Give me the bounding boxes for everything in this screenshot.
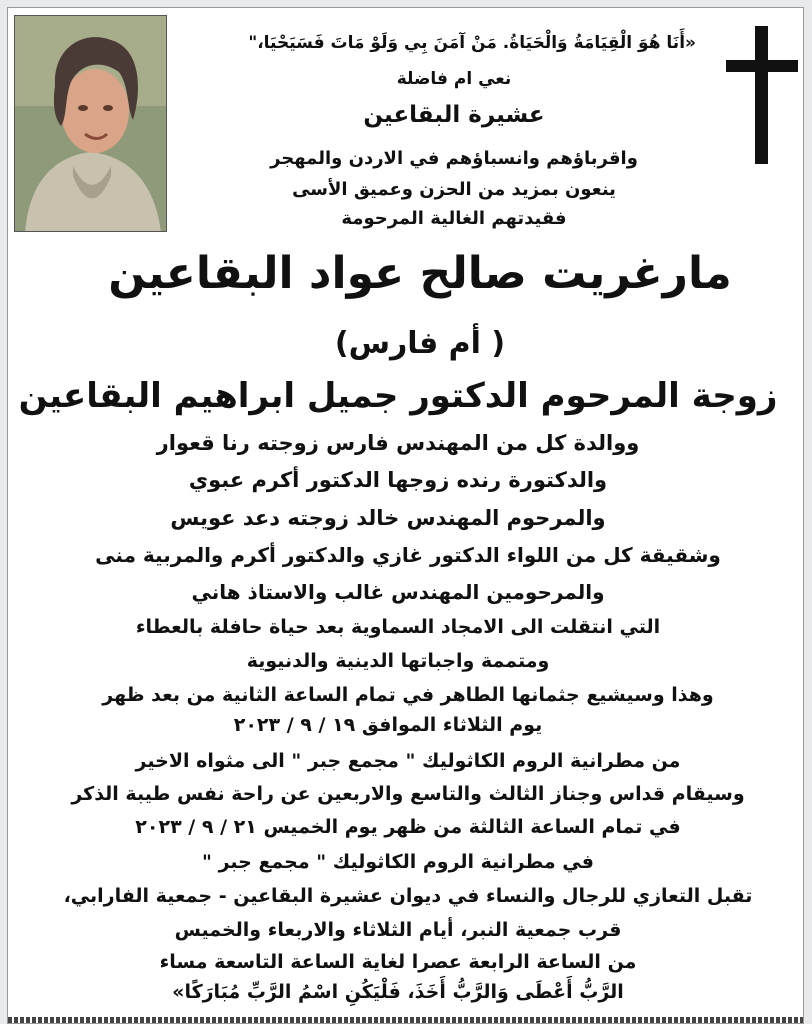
text-line: يوم الثلاثاء الموافق ١٩ / ٩ / ٢٠٢٣ [233,714,543,736]
text-line: وسيقام قداس وجناز الثالث والتاسع والاربعين عن راحة نفس طيبة الذكر [71,783,745,805]
text-line: ووالدة كل من المهندس فارس زوجته رنا قعوار [156,431,640,455]
deceased-nickname: ( أم فارس) [334,326,506,361]
intro-text: نعي ام فاضلة [396,69,512,89]
text-line: من مطرانية الروم الكاثوليك " مجمع جبر " الى مثواه الاخير [135,750,681,772]
text-line: والمرحوم المهندس خالد زوجته دعد عويس [170,506,606,530]
verse-top: «أَنَا هُوَ الْقِيَامَةُ وَالْحَيَاةُ. مَنْ آمَنَ بِي وَلَوْ مَاتَ فَسَيَحْيَا،" [248,33,696,53]
mourn-text: ينعون بمزيد من الحزن وعميق الأسى [292,179,616,200]
deceased-intro: فقيدتهم الغالية المرحومة [341,208,567,229]
text-line: والدكتورة رنده زوجها الدكتور أكرم عبوي [188,468,608,492]
deceased-name: مارغريت صالح عواد البقاعين [108,248,732,299]
bottom-border [8,1017,803,1023]
relatives-text: واقرباؤهم وانسباؤهم في الاردن والمهجر [270,148,638,169]
text-line: وشقيقة كل من اللواء الدكتور غازي والدكتور أكرم والمربية منى [95,543,721,567]
text-line: والمرحومين المهندس غالب والاستاذ هاني [191,580,605,604]
text-line: في مطرانية الروم الكاثوليك " مجمع جبر " [202,851,594,873]
text-line: تقبل التعازي للرجال والنساء في ديوان عشيرة البقاعين - جمعية الفارابي، [63,885,753,907]
clan-name: عشيرة البقاعين [363,102,545,128]
text-line: ومتممة واجباتها الدينية والدنيوية [246,650,550,672]
verse-bottom: الرَّبُّ أَعْطَى وَالرَّبُّ أَخَذَ، فَلْيَكُنِ اسْمُ الرَّبِّ مُبَارَكًا» [172,981,624,1003]
text-line: التي انتقلت الى الامجاد السماوية بعد حياة حافلة بالعطاء [135,616,661,638]
obituary-notice [7,7,804,1024]
text-line: وهذا وسيشيع جثمانها الطاهر في تمام الساعة الثانية من بعد ظهر [102,684,714,706]
husband-line: زوجة المرحوم الدكتور جميل ابراهيم البقاعين [18,376,778,416]
text-line: في تمام الساعة الثالثة من ظهر يوم الخميس ٢١ / ٩ / ٢٠٢٣ [135,816,681,838]
text-line: من الساعة الرابعة عصرا لغاية الساعة التاسعة مساء [159,951,637,973]
text-line: قرب جمعية النبر، أيام الثلاثاء والاربعاء والخميس [174,919,622,941]
